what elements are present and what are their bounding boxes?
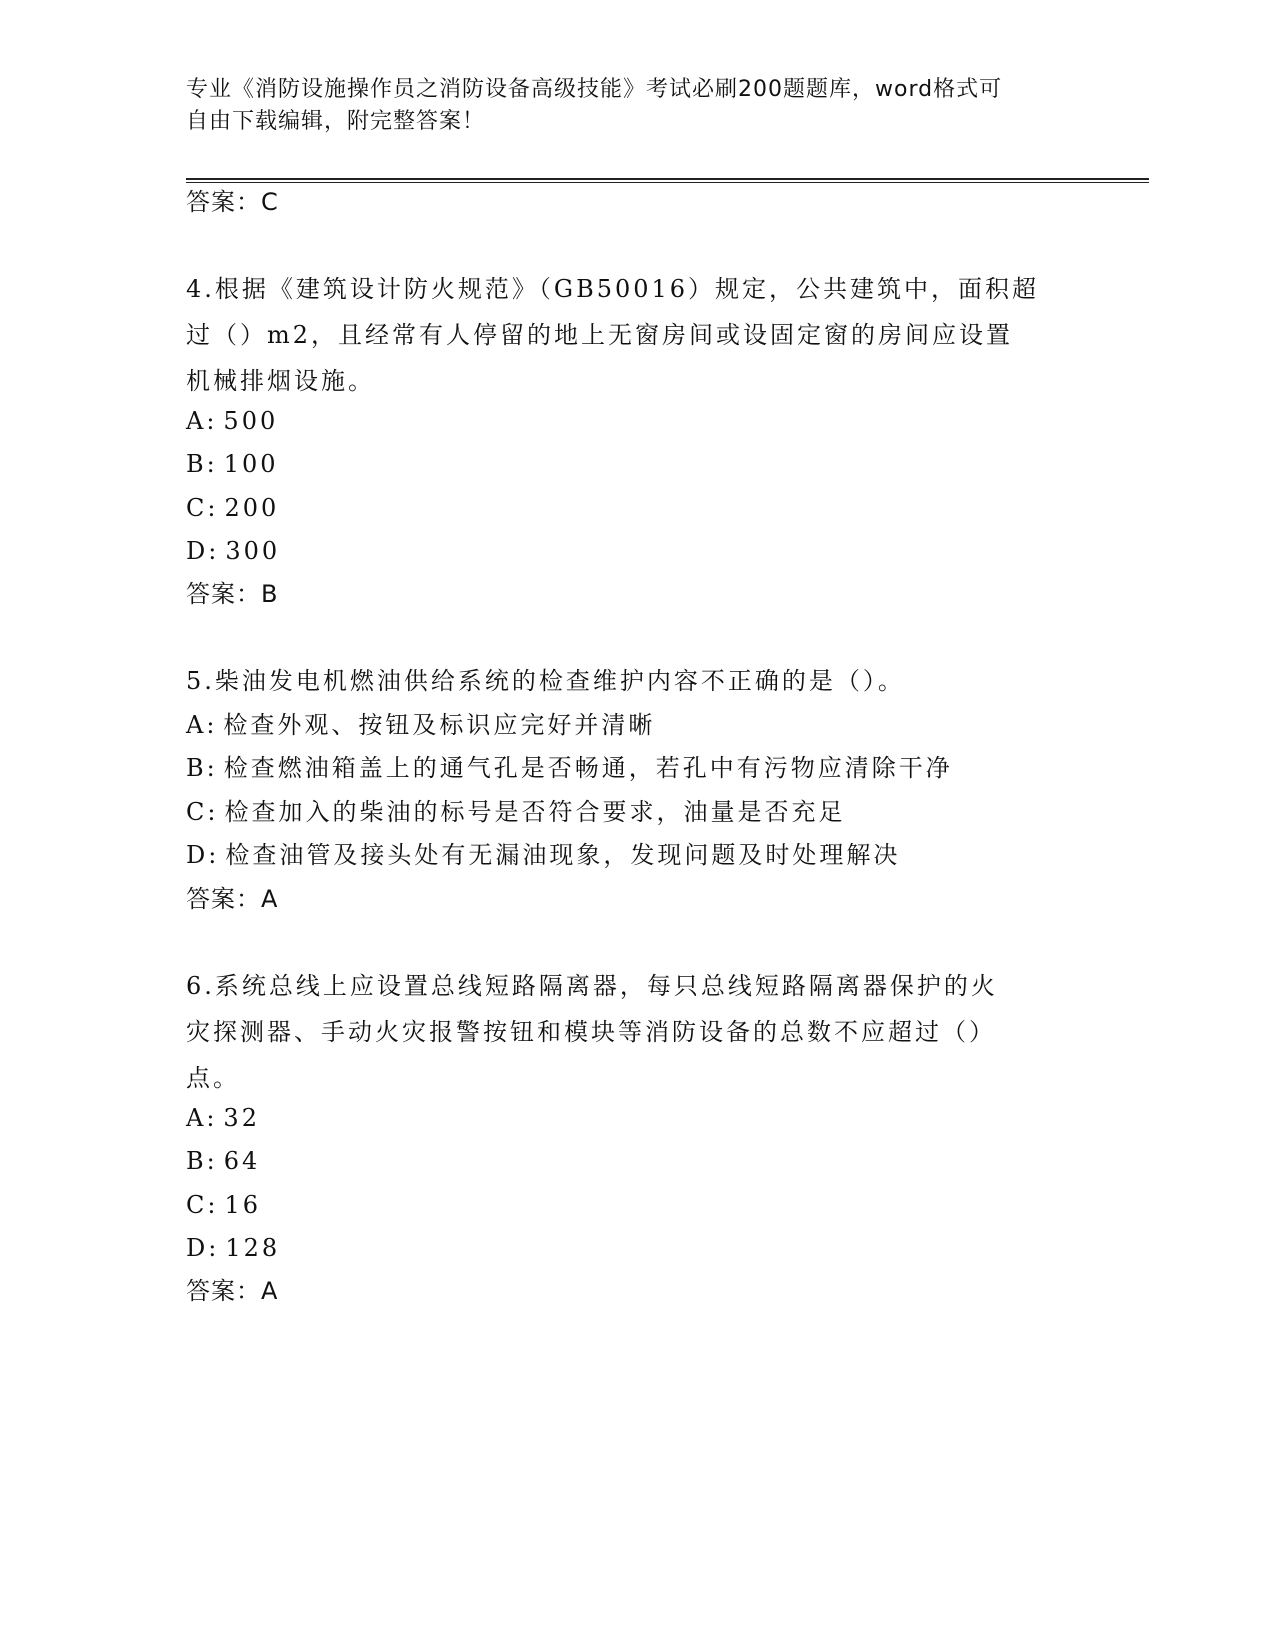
q4-option-a bbox=[186, 405, 1066, 437]
option-text: 128 bbox=[225, 1234, 281, 1262]
q5-option-b bbox=[186, 752, 1066, 784]
q6-option-a bbox=[186, 1102, 1066, 1134]
header-line-2: 自由下载编辑，附完整答案！ bbox=[186, 109, 486, 134]
q5-option-c bbox=[186, 796, 1066, 828]
option-letter: B: bbox=[186, 1147, 218, 1175]
option-letter: A: bbox=[186, 711, 218, 739]
q6-option-b bbox=[186, 1145, 1066, 1177]
option-letter: D: bbox=[186, 537, 220, 565]
question-5 bbox=[186, 658, 1066, 704]
option-text: 500 bbox=[223, 407, 279, 435]
q4-option-d bbox=[186, 535, 1066, 567]
option-text: 检查油管及接头处有无漏油现象，发现问题及时处理解决 bbox=[225, 841, 901, 869]
q4-option-b bbox=[186, 448, 1066, 480]
question-4-line-2: 过（）m2，且经常有人停留的地上无窗房间或设固定窗的房间应设置 bbox=[186, 321, 1014, 349]
question-6 bbox=[186, 963, 1066, 1101]
q6-option-c bbox=[186, 1189, 1066, 1221]
answer-q4: 答案：B bbox=[186, 580, 279, 608]
option-text: 检查燃油箱盖上的通气孔是否畅通，若孔中有污物应清除干净 bbox=[223, 754, 953, 782]
option-letter: A: bbox=[186, 1104, 218, 1132]
option-letter: D: bbox=[186, 1234, 220, 1262]
option-letter: B: bbox=[186, 450, 218, 478]
question-6-line-2: 灾探测器、手动火灾报警按钮和模块等消防设备的总数不应超过（） bbox=[186, 1018, 996, 1046]
option-letter: A: bbox=[186, 407, 218, 435]
option-letter: C: bbox=[186, 494, 219, 522]
option-letter: C: bbox=[186, 1191, 219, 1219]
q5-option-d bbox=[186, 839, 1066, 871]
question-6-line-1: 6.系统总线上应设置总线短路隔离器，每只总线短路隔离器保护的火 bbox=[186, 972, 998, 1000]
document-header bbox=[186, 74, 1066, 138]
option-text: 检查外观、按钮及标识应完好并清晰 bbox=[223, 711, 656, 739]
option-text: 100 bbox=[223, 450, 279, 478]
question-5-line-1: 5.柴油发电机燃油供给系统的检查维护内容不正确的是（）。 bbox=[186, 667, 905, 695]
option-letter: D: bbox=[186, 841, 220, 869]
option-text: 32 bbox=[223, 1104, 260, 1132]
q6-option-d bbox=[186, 1232, 1066, 1264]
option-text: 200 bbox=[224, 494, 280, 522]
option-text: 64 bbox=[223, 1147, 261, 1175]
option-letter: B: bbox=[186, 754, 218, 782]
answer-q6: 答案：A bbox=[186, 1277, 279, 1305]
answer-prev: 答案：C bbox=[186, 188, 279, 216]
question-4-line-1: 4.根据《建筑设计防火规范》（GB50016）规定，公共建筑中，面积超 bbox=[186, 275, 1040, 303]
question-4 bbox=[186, 266, 1066, 404]
option-text: 检查加入的柴油的标号是否符合要求，油量是否充足 bbox=[224, 798, 846, 826]
q4-option-c bbox=[186, 492, 1066, 524]
header-line-1: 专业《消防设施操作员之消防设备高级技能》考试必刷200题题库，word格式可 bbox=[186, 77, 1003, 102]
option-text: 16 bbox=[224, 1191, 261, 1219]
question-4-line-3: 机械排烟设施。 bbox=[186, 367, 375, 395]
question-6-line-3: 点。 bbox=[186, 1064, 240, 1092]
answer-q5: 答案：A bbox=[186, 885, 279, 913]
option-letter: C: bbox=[186, 798, 219, 826]
header-divider bbox=[186, 178, 1149, 183]
option-text: 300 bbox=[225, 537, 281, 565]
q5-option-a bbox=[186, 709, 1066, 741]
